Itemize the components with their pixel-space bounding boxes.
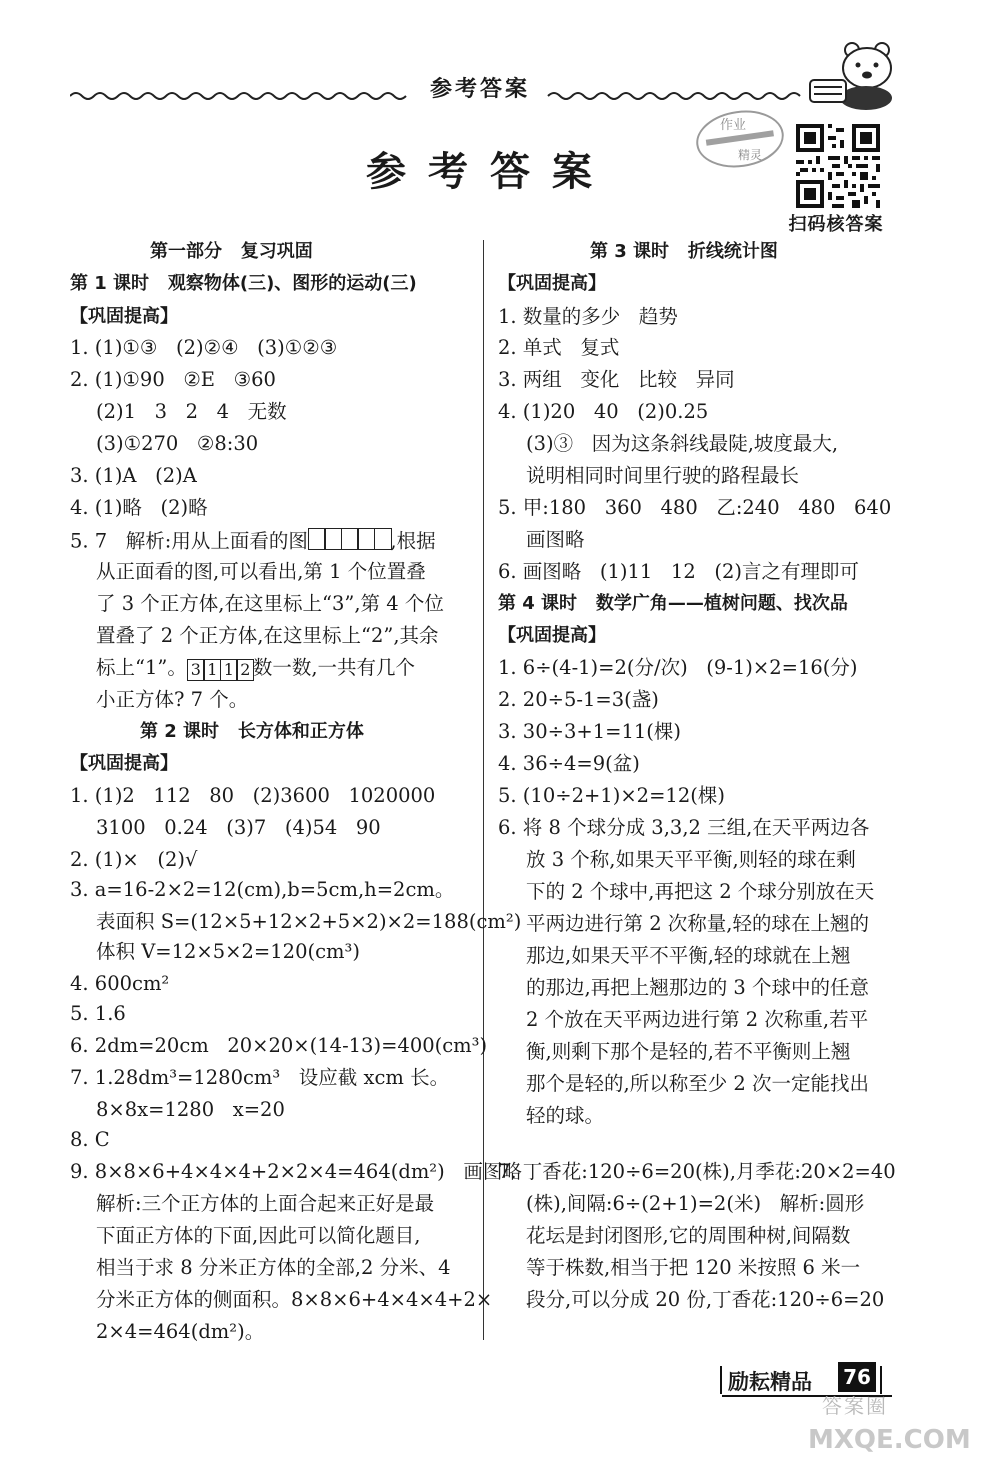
right-text: 画图略 — [526, 528, 585, 551]
left-text: 下面正方体的下面,因此可以简化题目, — [96, 1224, 421, 1247]
count-grid: 3 1 1 2 — [187, 657, 253, 681]
left-line — [70, 528, 436, 556]
left-text: 1. (1)2 112 80 (2)3600 1020000 — [70, 784, 436, 807]
left-text: 解析:三个正方体的上面合起来正好是最 — [96, 1192, 435, 1215]
left-line — [70, 464, 197, 488]
right-text: 的那边,再把上翘那边的 3 个球中的任意 — [526, 976, 870, 999]
right-line — [526, 1104, 604, 1128]
right-text: 轻的球。 — [526, 1104, 605, 1127]
watermark-text: 答案圈 — [822, 1394, 888, 1418]
right-text: 那个是轻的,所以称至少 2 次一定能找出 — [526, 1072, 870, 1095]
right-line — [526, 528, 585, 552]
right-line — [526, 976, 869, 1000]
right-line — [526, 1040, 850, 1064]
left-text: 3. (1)A (2)A — [70, 464, 197, 487]
stamp-top-text: 作业 — [720, 118, 747, 133]
left-text: 第一部分 复习巩固 — [150, 241, 313, 262]
right-heading — [498, 624, 606, 648]
left-text: 4. 600cm² — [70, 972, 170, 995]
right-text: 下的 2 个球中,再把这 2 个球分别放在天 — [526, 880, 875, 903]
right-text: 段分,可以分成 20 份,丁香花:120÷6=20 — [526, 1288, 885, 1311]
left-heading — [70, 272, 417, 296]
right-line — [498, 720, 681, 744]
left-line — [96, 1098, 285, 1122]
header-title: 参考答案 — [429, 77, 530, 102]
bear-mascot-icon — [800, 40, 900, 112]
left-heading — [70, 752, 178, 776]
left-text: (2)1 3 2 4 无数 — [96, 400, 287, 423]
watermark-url: MXQE.COM — [808, 1425, 971, 1455]
left-line — [96, 1288, 492, 1312]
right-line — [526, 1288, 884, 1312]
left-heading — [150, 240, 313, 264]
footer-bar — [720, 1366, 722, 1394]
left-text: 6. 2dm=20cm 20×20×(14-13)=400(cm³) — [70, 1034, 488, 1057]
left-line — [70, 496, 208, 520]
right-line — [498, 496, 891, 520]
right-line — [526, 944, 850, 968]
footer-brand: 励耘精品 — [728, 1370, 812, 1394]
left-line — [70, 1128, 110, 1152]
right-line — [526, 1072, 869, 1096]
qr-label: 扫码核答案 — [788, 214, 884, 235]
left-line — [96, 910, 521, 934]
right-line — [498, 752, 640, 776]
right-text: 衡,则剩下那个是轻的,若不平衡则上翘 — [526, 1040, 851, 1063]
left-text: 9. 8×8×6+4×4×4+2×2×4=464(dm²) 画图略 — [70, 1160, 522, 1183]
right-line — [498, 368, 735, 392]
right-text: 1. 数量的多少 趋势 — [498, 305, 678, 328]
right-line — [526, 1008, 868, 1032]
main-title: 参考答案 — [366, 149, 614, 195]
left-text: 2. (1)①90 ②E ③60 — [70, 368, 276, 391]
right-text: 5. 甲:180 360 480 乙:240 480 640 — [498, 496, 892, 519]
right-text: 7. 丁香花:120÷6=20(株),月季花:20×2=40 — [498, 1160, 896, 1183]
left-text: 标上“1”。 — [96, 656, 187, 679]
left-text: 相当于求 8 分米正方体的全部,2 分米、4 — [96, 1256, 451, 1279]
left-text: 2. (1)× (2)√ — [70, 848, 198, 871]
right-line — [498, 1160, 896, 1184]
left-line — [70, 368, 276, 392]
left-line — [96, 592, 444, 616]
left-text: 表面积 S=(12×5+12×2+5×2)×2=188(cm²) — [96, 910, 522, 933]
right-line — [498, 560, 859, 584]
left-line — [96, 560, 426, 584]
right-text: 2. 20÷5-1=3(盏) — [498, 688, 659, 711]
right-text: 放 3 个称,如果天平平衡,则轻的球在剩 — [526, 848, 856, 871]
left-line — [96, 816, 381, 840]
right-text: 1. 6÷(4-1)=2(分/次) (9-1)×2=16(分) — [498, 656, 858, 679]
right-heading — [590, 240, 778, 264]
left-heading — [140, 720, 364, 744]
page-number: 76 — [838, 1362, 876, 1392]
top-view-grid — [308, 528, 391, 556]
left-text-suffix: ,根据 — [390, 529, 436, 553]
right-line — [498, 656, 858, 680]
left-text: 3. a=16-2×2=12(cm),b=5cm,h=2cm。 — [70, 878, 455, 901]
wavy-rule — [70, 86, 810, 106]
right-heading — [498, 272, 606, 296]
right-line — [526, 1224, 850, 1248]
left-line — [96, 656, 415, 681]
left-text: 分米正方体的侧面积。8×8×6+4×4×4+2× — [96, 1288, 493, 1311]
right-text: 2 个放在天平两边进行第 2 次称重,若平 — [526, 1008, 869, 1031]
left-line — [96, 1224, 420, 1248]
left-line — [96, 1192, 434, 1216]
left-text-suffix: 数一数,一共有几个 — [252, 656, 416, 679]
left-text: 5. 1.6 — [70, 1002, 126, 1025]
left-line — [70, 336, 337, 360]
right-text: 第 4 课时 数学广角——植树问题、找次品 — [498, 593, 848, 614]
qr-code-icon[interactable] — [796, 124, 880, 208]
right-text: 花坛是封闭图形,它的周围种树,间隔数 — [526, 1224, 851, 1247]
left-line — [70, 1160, 522, 1184]
left-text: 7. 1.28dm³=1280cm³ 设应截 xcm 长。 — [70, 1066, 450, 1089]
right-text: 第 3 课时 折线统计图 — [590, 241, 778, 262]
left-text: 从正面看的图,可以看出,第 1 个位置叠 — [96, 560, 426, 583]
right-text: 5. (10÷2+1)×2=12(棵) — [498, 784, 725, 807]
right-text: 平两边进行第 2 次称量,轻的球在上翘的 — [526, 912, 870, 935]
right-text: 4. 36÷4=9(盆) — [498, 752, 640, 775]
left-line — [96, 1320, 264, 1344]
left-line — [96, 400, 287, 424]
left-text: 1. (1)①③ (2)②④ (3)①②③ — [70, 336, 338, 359]
left-line — [96, 688, 248, 712]
left-text: 置叠了 2 个正方体,在这里标上“2”,其余 — [96, 624, 439, 647]
right-line — [526, 912, 869, 936]
right-text: 【巩固提高】 — [498, 273, 606, 294]
left-line — [96, 432, 258, 456]
right-line — [526, 848, 856, 872]
right-text: 那边,如果天平不平衡,轻的球就在上翘 — [526, 944, 851, 967]
right-text: 3. 30÷3+1=11(棵) — [498, 720, 681, 743]
right-line — [498, 336, 619, 360]
right-text: 说明相同时间里行驶的路程最长 — [526, 464, 800, 487]
right-text: (株),间隔:6÷(2+1)=2(米) 解析:圆形 — [526, 1192, 865, 1215]
right-text: 3. 两组 变化 比较 异同 — [498, 368, 735, 391]
right-text: 2. 单式 复式 — [498, 336, 620, 359]
left-line — [70, 1066, 449, 1090]
right-line — [498, 784, 725, 808]
left-line — [70, 878, 454, 902]
left-text: (3)①270 ②8:30 — [96, 432, 259, 455]
right-line — [498, 305, 678, 329]
right-line — [498, 816, 869, 840]
left-text: 8. C — [70, 1128, 110, 1151]
left-line — [96, 940, 360, 964]
right-text: 4. (1)20 40 (2)0.25 — [498, 400, 709, 423]
left-line — [70, 1034, 487, 1058]
left-line — [96, 1256, 451, 1280]
left-line — [96, 624, 439, 648]
left-line — [70, 848, 197, 872]
left-text: 8×8x=1280 x=20 — [96, 1098, 285, 1121]
right-line — [526, 432, 838, 456]
left-heading — [70, 305, 178, 329]
left-text: 体积 V=12×5×2=120(cm³) — [96, 940, 360, 963]
right-text: (3)③ 因为这条斜线最陡,坡度最大, — [526, 432, 839, 455]
left-text: 第 2 课时 长方体和正方体 — [140, 721, 364, 742]
left-line — [70, 1002, 126, 1026]
left-text: 第 1 课时 观察物体(三)、图形的运动(三) — [70, 273, 417, 294]
right-line — [498, 400, 708, 424]
right-text: 6. 将 8 个球分成 3,3,2 三组,在天平两边各 — [498, 816, 870, 839]
left-line — [70, 784, 435, 808]
right-text: 【巩固提高】 — [498, 625, 606, 646]
left-text: 【巩固提高】 — [70, 753, 178, 774]
right-line — [526, 1192, 864, 1216]
left-text: 【巩固提高】 — [70, 306, 178, 327]
right-heading — [498, 592, 848, 616]
left-text: 2×4=464(dm²)。 — [96, 1320, 265, 1343]
right-text: 6. 画图略 (1)11 12 (2)言之有理即可 — [498, 560, 859, 583]
right-line — [526, 464, 799, 488]
left-text: 5. 7 解析:用从上面看的图 — [70, 529, 308, 553]
stamp-bottom-text: 精灵 — [738, 148, 763, 162]
left-line — [70, 972, 169, 996]
left-text: 3100 0.24 (3)7 (4)54 90 — [96, 816, 381, 839]
left-text: 小正方体? 7 个。 — [96, 688, 249, 711]
right-text: 等于株数,相当于把 120 米按照 6 米一 — [526, 1256, 861, 1279]
right-line — [498, 688, 659, 712]
right-line — [526, 880, 874, 904]
left-text: 4. (1)略 (2)略 — [70, 496, 208, 519]
left-text: 了 3 个正方体,在这里标上“3”,第 4 个位 — [96, 592, 444, 615]
right-line — [526, 1256, 860, 1280]
